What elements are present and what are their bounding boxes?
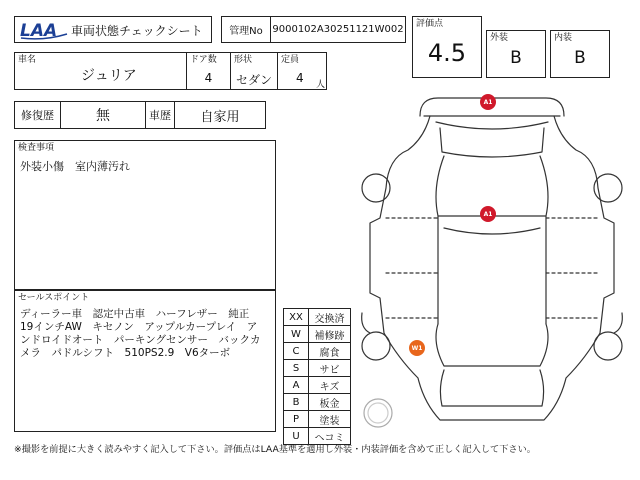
svg-text:LAA: LAA — [20, 21, 58, 40]
legend-code: XX — [284, 309, 309, 326]
legend-meaning: キズ — [309, 377, 351, 394]
selling-points-box — [14, 290, 276, 432]
legend-meaning: 板金 — [309, 394, 351, 411]
legend-code: P — [284, 411, 309, 428]
doors-value: 4 — [204, 71, 213, 85]
front-window — [436, 324, 548, 366]
car-name-value: ジュリア — [81, 68, 137, 84]
capacity-cell — [277, 52, 327, 90]
logo-box — [14, 16, 212, 43]
legend-code: W — [284, 326, 309, 343]
score-value: 4.5 — [427, 39, 467, 67]
body-outline — [370, 116, 614, 420]
exterior-value: B — [510, 48, 522, 68]
selling-points-text — [20, 308, 261, 360]
legend-code: U — [284, 428, 309, 445]
legend-row — [284, 394, 351, 411]
interior-value: B — [574, 48, 586, 68]
mgmt-value: 9000102A30251121W002 — [270, 16, 406, 43]
legend-code: C — [284, 343, 309, 360]
laa-logo — [19, 20, 69, 40]
legend-row — [284, 411, 351, 428]
doors-cell — [186, 52, 231, 90]
selling-point-line: 19インチAW キセノン アップルカープレイ ア — [20, 321, 258, 333]
interior-label: 内装 — [554, 33, 573, 43]
legend-meaning: 補修跡 — [309, 326, 351, 343]
repair-value: 無 — [60, 101, 146, 129]
damage-mark-rear-bumper: A1 — [480, 94, 496, 110]
selling-point-line: ディーラー車 認定中古車 ハーフレザー 純正 — [20, 308, 250, 320]
repair-label: 修復歴 — [14, 101, 61, 129]
legend-row — [284, 326, 351, 343]
car-body-diagram — [358, 88, 626, 433]
legend-code: S — [284, 360, 309, 377]
legend-meaning: ヘコミ — [309, 428, 351, 445]
selling-point-line: ンドロイドオート パーキングセンサー バックカ — [20, 334, 261, 346]
legend-row — [284, 377, 351, 394]
sheet-title: 車両状態チェックシート — [71, 24, 203, 38]
hood — [440, 370, 543, 406]
selling-point-line: メラ パドルシフト 510PS2.9 V6ターボ — [20, 347, 231, 359]
legend-meaning: サビ — [309, 360, 351, 377]
car-name-label: 車名 — [18, 55, 37, 65]
category-value: 自家用 — [174, 101, 266, 129]
exterior-label: 外装 — [490, 33, 509, 43]
score-box — [412, 16, 482, 78]
legend-meaning: 交換済 — [309, 309, 351, 326]
legend-row — [284, 343, 351, 360]
wheel-front-right — [594, 332, 622, 360]
legend-row — [284, 360, 351, 377]
legend-code: B — [284, 394, 309, 411]
selling-points-label: セールスポイント — [18, 293, 90, 303]
shape-label: 形状 — [234, 55, 253, 65]
legend-meaning: 腐食 — [309, 343, 351, 360]
capacity-label: 定員 — [281, 55, 300, 65]
car-name-cell — [14, 52, 187, 90]
legend-meaning: 塗装 — [309, 411, 351, 428]
category-label: 車歴 — [145, 101, 175, 129]
damage-mark-front-left-wheel: W1 — [409, 340, 425, 356]
capacity-unit: 人 — [316, 80, 326, 90]
legend-row — [284, 309, 351, 326]
shape-value: セダン — [235, 73, 273, 87]
exterior-box — [486, 30, 546, 78]
legend-table — [283, 308, 351, 445]
capacity-value: 4 — [296, 71, 304, 85]
roof — [438, 216, 546, 324]
wheel-front-left — [362, 332, 390, 360]
legend-code: A — [284, 377, 309, 394]
inspection-label: 検査事項 — [18, 143, 55, 153]
inspection-text: 外装小傷 室内薄汚れ — [20, 160, 130, 173]
interior-box — [550, 30, 610, 78]
shape-cell — [230, 52, 278, 90]
damage-mark-roof: A1 — [480, 206, 496, 222]
doors-label: ドア数 — [190, 55, 217, 65]
mgmt-label: 管理No — [221, 16, 271, 43]
inspection-box — [14, 140, 276, 290]
footer-note: ※撮影を前提に大きく読みやすく記入して下さい。評価点はLAA基準を適用し外装・内装評価を含めて正しく記入して下さい。 — [14, 444, 536, 455]
score-label: 評価点 — [416, 19, 444, 29]
